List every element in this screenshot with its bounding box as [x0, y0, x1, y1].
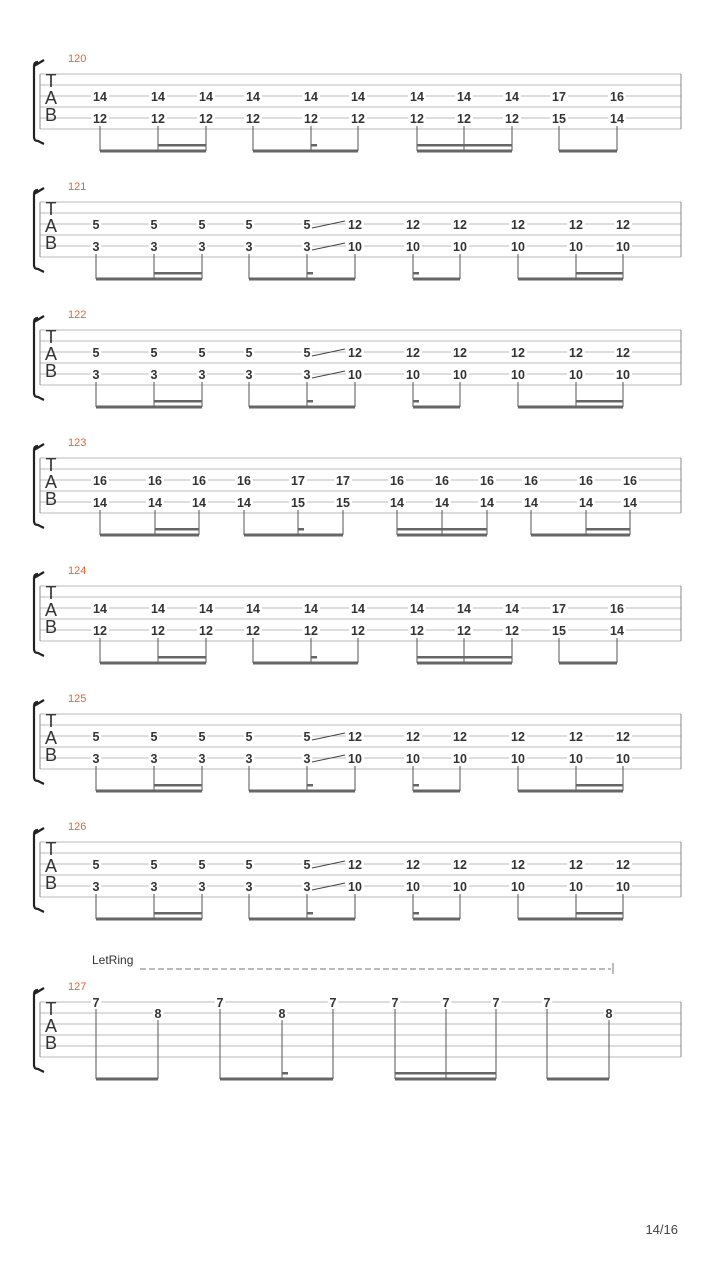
fret-number-bottom: 14 [610, 624, 624, 638]
fret-number-bottom: 14 [390, 496, 404, 510]
beam-hook [282, 1072, 288, 1075]
tab-clef-a: A [44, 88, 58, 108]
measure-number: 120 [68, 53, 87, 65]
fret-number: 7 [391, 996, 399, 1010]
beam [253, 662, 358, 665]
beam [249, 790, 355, 793]
fret-number-top: 5 [150, 730, 158, 744]
fret-number-top: 5 [92, 346, 100, 360]
tab-clef-b: B [44, 361, 58, 381]
fret-number-bottom: 14 [148, 496, 162, 510]
fret-number-bottom: 3 [150, 240, 158, 254]
beam [413, 790, 460, 793]
fret-number-bottom: 3 [92, 368, 100, 382]
measure-number: 126 [68, 821, 87, 833]
fret-number-bottom: 10 [453, 240, 467, 254]
fret-number-bottom: 3 [303, 240, 311, 254]
beam [417, 150, 512, 153]
fret-number-bottom: 10 [569, 240, 583, 254]
fret-number-bottom: 12 [457, 112, 471, 126]
system-bracket [34, 700, 44, 784]
beam-secondary [397, 528, 487, 531]
beam [96, 790, 202, 793]
beam-hook [413, 400, 419, 403]
beam-hook [413, 272, 419, 275]
fret-number-top: 14 [457, 90, 471, 104]
fret-number-bottom: 10 [348, 880, 362, 894]
fret-number-bottom: 10 [406, 880, 420, 894]
beam [413, 278, 460, 281]
tab-clef-a: A [44, 728, 58, 748]
fret-number-top: 16 [390, 474, 404, 488]
measure-number: 122 [68, 309, 87, 321]
fret-number-bottom: 15 [291, 496, 305, 510]
fret-number-bottom: 12 [505, 624, 519, 638]
fret-number-top: 14 [304, 90, 318, 104]
fret-number-bottom: 10 [569, 752, 583, 766]
fret-number-bottom: 12 [410, 112, 424, 126]
fret-number-top: 14 [457, 602, 471, 616]
tab-clef-b: B [44, 617, 58, 637]
fret-number-top: 5 [245, 346, 253, 360]
fret-number-bottom: 12 [93, 624, 107, 638]
fret-number: 8 [605, 1007, 613, 1021]
fret-number-bottom: 10 [406, 240, 420, 254]
beam-hook [413, 784, 419, 787]
fret-number-top: 12 [348, 858, 362, 872]
beam [518, 278, 623, 281]
fret-number-bottom: 14 [93, 496, 107, 510]
fret-number-top: 14 [199, 90, 213, 104]
fret-number-top: 12 [569, 346, 583, 360]
beam [547, 1078, 609, 1081]
fret-number-bottom: 3 [245, 752, 253, 766]
fret-number: 7 [329, 996, 337, 1010]
fret-number-top: 5 [303, 858, 311, 872]
system-bracket [34, 988, 44, 1072]
fret-number-bottom: 12 [457, 624, 471, 638]
fret-number-top: 12 [453, 730, 467, 744]
fret-number-top: 14 [246, 90, 260, 104]
system-bracket [34, 60, 44, 144]
beam-secondary [586, 528, 630, 531]
fret-number-top: 5 [245, 730, 253, 744]
beam [100, 150, 206, 153]
beam [413, 406, 460, 409]
fret-number-bottom: 10 [511, 368, 525, 382]
beam-secondary [154, 912, 202, 915]
fret-number-top: 16 [610, 602, 624, 616]
tab-clef-a: A [44, 856, 58, 876]
fret-number-top: 12 [453, 858, 467, 872]
fret-number-top: 12 [616, 730, 630, 744]
beam-hook [311, 656, 317, 659]
fret-number-top: 16 [435, 474, 449, 488]
beam [220, 1078, 333, 1081]
fret-number-bottom: 10 [616, 752, 630, 766]
beam [531, 534, 630, 537]
fret-number-bottom: 12 [246, 112, 260, 126]
fret-number-top: 14 [410, 90, 424, 104]
beam [96, 406, 202, 409]
fret-number-bottom: 10 [453, 368, 467, 382]
fret-number-bottom: 10 [453, 752, 467, 766]
page-number: 14/16 [645, 1222, 678, 1237]
fret-number-top: 5 [92, 730, 100, 744]
fret-number-top: 12 [616, 218, 630, 232]
fret-number-top: 16 [610, 90, 624, 104]
fret-number-top: 14 [93, 90, 107, 104]
fret-number-top: 12 [348, 346, 362, 360]
fret-number-bottom: 10 [406, 368, 420, 382]
fret-number-bottom: 10 [348, 368, 362, 382]
fret-number-top: 12 [569, 730, 583, 744]
beam-secondary [576, 400, 623, 403]
beam [518, 790, 623, 793]
fret-number-bottom: 10 [569, 880, 583, 894]
fret-number: 7 [216, 996, 224, 1010]
fret-number-bottom: 12 [304, 112, 318, 126]
fret-number-top: 12 [453, 218, 467, 232]
fret-number-bottom: 3 [198, 880, 206, 894]
fret-number-bottom: 12 [199, 624, 213, 638]
fret-number-top: 12 [511, 218, 525, 232]
beam [249, 278, 355, 281]
fret-number-top: 12 [406, 730, 420, 744]
beam [395, 1078, 496, 1081]
fret-number-top: 5 [245, 218, 253, 232]
tab-clef-t: T [45, 199, 57, 219]
beam-secondary [154, 784, 202, 787]
beam [559, 150, 617, 153]
fret-number-top: 12 [511, 346, 525, 360]
fret-number-top: 16 [237, 474, 251, 488]
fret-number-top: 5 [150, 858, 158, 872]
fret-number-bottom: 3 [303, 368, 311, 382]
beam [244, 534, 343, 537]
fret-number-top: 5 [245, 858, 253, 872]
fret-number-bottom: 10 [511, 752, 525, 766]
system-bracket [34, 444, 44, 528]
tab-clef-t: T [45, 711, 57, 731]
fret-number: 7 [543, 996, 551, 1010]
fret-number-bottom: 12 [351, 624, 365, 638]
measure-number: 125 [68, 693, 87, 705]
fret-number: 8 [278, 1007, 286, 1021]
fret-number-top: 17 [336, 474, 350, 488]
fret-number-bottom: 10 [569, 368, 583, 382]
system-bracket [34, 572, 44, 656]
fret-number-top: 14 [93, 602, 107, 616]
fret-number-top: 5 [92, 858, 100, 872]
system-bracket [34, 828, 44, 912]
fret-number-top: 12 [616, 858, 630, 872]
beam-secondary [158, 656, 206, 659]
fret-number-top: 5 [198, 858, 206, 872]
fret-number-top: 12 [453, 346, 467, 360]
fret-number: 7 [92, 996, 100, 1010]
beam [413, 918, 460, 921]
fret-number-top: 16 [192, 474, 206, 488]
fret-number-top: 16 [480, 474, 494, 488]
tab-clef-t: T [45, 839, 57, 859]
tab-clef-t: T [45, 71, 57, 91]
fret-number-bottom: 3 [303, 880, 311, 894]
beam-secondary [395, 1072, 496, 1075]
beam [100, 662, 206, 665]
beam-hook [311, 144, 317, 147]
tab-clef-b: B [44, 745, 58, 765]
fret-number-bottom: 14 [524, 496, 538, 510]
tab-clef-b: B [44, 105, 58, 125]
system-bracket [34, 316, 44, 400]
fret-number-bottom: 10 [616, 240, 630, 254]
fret-number-top: 16 [623, 474, 637, 488]
fret-number-bottom: 3 [150, 880, 158, 894]
fret-number-bottom: 3 [245, 880, 253, 894]
fret-number-bottom: 3 [92, 240, 100, 254]
beam-secondary [576, 272, 623, 275]
fret-number-bottom: 10 [348, 240, 362, 254]
fret-number-bottom: 12 [505, 112, 519, 126]
fret-number-bottom: 3 [150, 368, 158, 382]
fret-number-bottom: 14 [610, 112, 624, 126]
beam-secondary [154, 272, 202, 275]
fret-number-bottom: 12 [410, 624, 424, 638]
fret-number-top: 5 [198, 730, 206, 744]
fret-number-top: 12 [406, 346, 420, 360]
fret-number-top: 12 [348, 218, 362, 232]
fret-number-top: 5 [198, 218, 206, 232]
fret-number-bottom: 3 [92, 880, 100, 894]
tab-clef-t: T [45, 999, 57, 1019]
fret-number-top: 14 [505, 602, 519, 616]
fret-number-bottom: 12 [199, 112, 213, 126]
fret-number-bottom: 3 [198, 240, 206, 254]
fret-number-top: 14 [304, 602, 318, 616]
beam [96, 278, 202, 281]
fret-number-bottom: 3 [245, 368, 253, 382]
fret-number-top: 16 [93, 474, 107, 488]
fret-number-bottom: 3 [245, 240, 253, 254]
beam [249, 406, 355, 409]
tab-clef-a: A [44, 216, 58, 236]
fret-number-top: 14 [151, 602, 165, 616]
beam-hook [413, 912, 419, 915]
beam-hook [298, 528, 304, 531]
fret-number-top: 14 [246, 602, 260, 616]
measure-number: 123 [68, 437, 87, 449]
beam [249, 918, 355, 921]
beam-secondary [417, 656, 512, 659]
tab-clef-t: T [45, 327, 57, 347]
tab-clef-a: A [44, 472, 58, 492]
tab-clef-b: B [44, 233, 58, 253]
fret-number-top: 17 [291, 474, 305, 488]
fret-number-top: 16 [579, 474, 593, 488]
beam-secondary [158, 144, 206, 147]
measure-number: 127 [68, 981, 87, 993]
fret-number-bottom: 10 [616, 880, 630, 894]
beam-hook [307, 912, 313, 915]
beam-hook [307, 272, 313, 275]
beam [417, 662, 512, 665]
fret-number-bottom: 15 [552, 112, 566, 126]
fret-number-bottom: 14 [480, 496, 494, 510]
beam [397, 534, 487, 537]
beam [518, 406, 623, 409]
fret-number-top: 17 [552, 90, 566, 104]
beam [518, 918, 623, 921]
fret-number-bottom: 3 [198, 752, 206, 766]
beam [100, 534, 199, 537]
tab-clef-t: T [45, 455, 57, 475]
beam [559, 662, 617, 665]
tab-clef-b: B [44, 1033, 58, 1053]
fret-number-bottom: 15 [552, 624, 566, 638]
fret-number-bottom: 10 [453, 880, 467, 894]
fret-number-top: 12 [348, 730, 362, 744]
fret-number-top: 12 [406, 858, 420, 872]
fret-number-bottom: 3 [303, 752, 311, 766]
fret-number-bottom: 14 [435, 496, 449, 510]
fret-number-bottom: 12 [304, 624, 318, 638]
fret-number-bottom: 3 [150, 752, 158, 766]
beam [96, 1078, 158, 1081]
fret-number-top: 14 [199, 602, 213, 616]
fret-number-top: 5 [150, 218, 158, 232]
fret-number-top: 14 [151, 90, 165, 104]
beam-secondary [417, 144, 512, 147]
fret-number-top: 16 [524, 474, 538, 488]
let-ring-label: LetRing [92, 953, 134, 967]
fret-number: 7 [492, 996, 500, 1010]
tab-clef-a: A [44, 600, 58, 620]
fret-number-top: 12 [569, 218, 583, 232]
fret-number-top: 5 [303, 730, 311, 744]
fret-number: 8 [154, 1007, 162, 1021]
fret-number-bottom: 10 [511, 880, 525, 894]
beam-hook [307, 400, 313, 403]
fret-number-top: 14 [410, 602, 424, 616]
fret-number-bottom: 10 [511, 240, 525, 254]
beam-secondary [154, 400, 202, 403]
fret-number-bottom: 14 [192, 496, 206, 510]
fret-number-top: 12 [406, 218, 420, 232]
fret-number-bottom: 12 [151, 112, 165, 126]
beam-hook [307, 784, 313, 787]
fret-number-top: 12 [569, 858, 583, 872]
fret-number-top: 12 [511, 730, 525, 744]
fret-number-bottom: 10 [406, 752, 420, 766]
fret-number-top: 14 [351, 602, 365, 616]
fret-number-bottom: 3 [198, 368, 206, 382]
fret-number-bottom: 14 [623, 496, 637, 510]
fret-number-top: 5 [198, 346, 206, 360]
fret-number-top: 12 [616, 346, 630, 360]
fret-number-top: 17 [552, 602, 566, 616]
fret-number-bottom: 14 [579, 496, 593, 510]
tab-clef-b: B [44, 873, 58, 893]
fret-number-bottom: 12 [246, 624, 260, 638]
beam-secondary [576, 784, 623, 787]
fret-number-top: 5 [303, 346, 311, 360]
fret-number-bottom: 12 [351, 112, 365, 126]
fret-number-bottom: 14 [237, 496, 251, 510]
fret-number-bottom: 15 [336, 496, 350, 510]
fret-number-top: 12 [511, 858, 525, 872]
fret-number-top: 5 [92, 218, 100, 232]
beam [253, 150, 358, 153]
fret-number-bottom: 12 [151, 624, 165, 638]
measure-number: 121 [68, 181, 87, 193]
fret-number-top: 16 [148, 474, 162, 488]
fret-number-top: 5 [303, 218, 311, 232]
fret-number-bottom: 10 [616, 368, 630, 382]
system-bracket [34, 188, 44, 272]
beam-secondary [576, 912, 623, 915]
tab-clef-t: T [45, 583, 57, 603]
tab-clef-a: A [44, 344, 58, 364]
beam-secondary [155, 528, 199, 531]
fret-number: 7 [442, 996, 450, 1010]
fret-number-bottom: 10 [348, 752, 362, 766]
measure-number: 124 [68, 565, 87, 577]
fret-number-bottom: 12 [93, 112, 107, 126]
beam [96, 918, 202, 921]
fret-number-top: 14 [351, 90, 365, 104]
tab-clef-a: A [44, 1016, 58, 1036]
fret-number-top: 14 [505, 90, 519, 104]
fret-number-bottom: 3 [92, 752, 100, 766]
fret-number-top: 5 [150, 346, 158, 360]
tab-clef-b: B [44, 489, 58, 509]
